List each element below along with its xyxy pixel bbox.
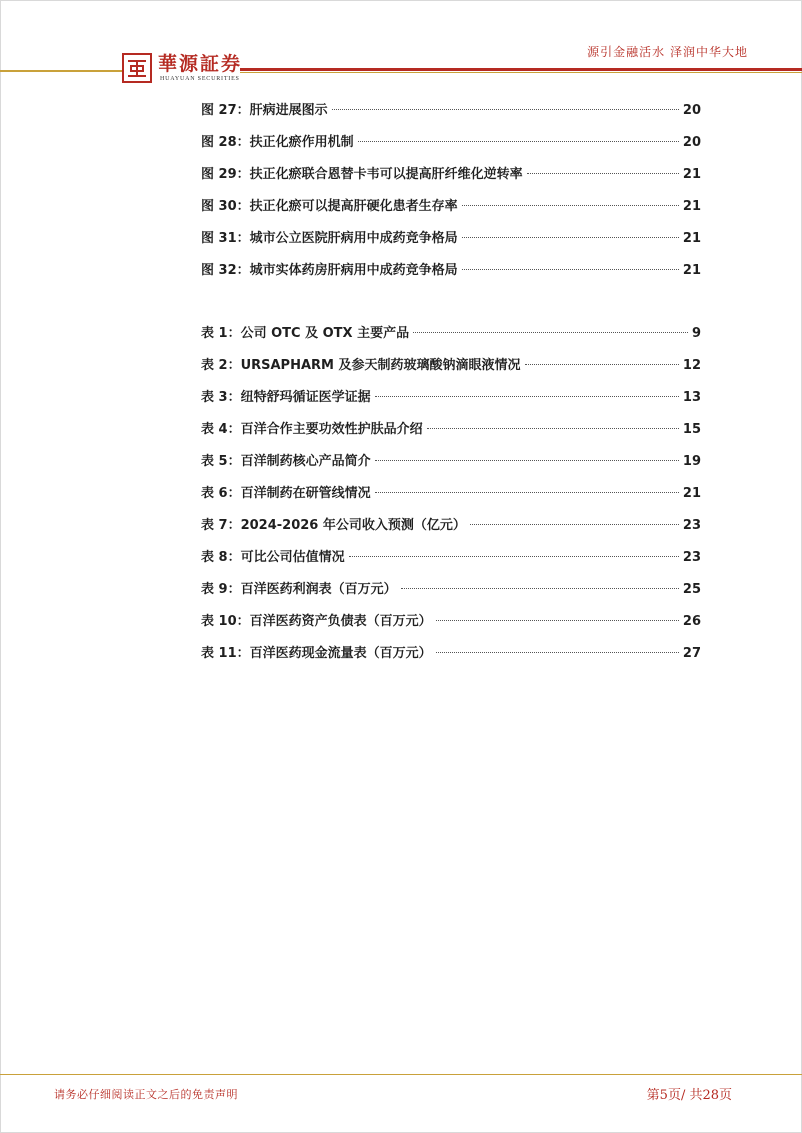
toc-entry-title: 表 4：百洋合作主要功效性护肤品介绍 [201,422,423,437]
toc-entry-page: 15 [682,422,701,437]
toc-entry-title: 表 6：百洋制药在研管线情况 [201,486,371,501]
toc-entry-title: 表 2：URSAPHARM 及参天制药玻璃酸钠滴眼液情况 [201,358,521,373]
toc-entry-page: 9 [691,326,701,341]
toc-entry[interactable] [201,164,701,196]
figure-index [201,100,701,292]
toc-entry[interactable] [201,643,701,675]
toc-entry-title: 图 31：城市公立医院肝病用中成药竞争格局 [201,231,458,246]
logo-chinese-name: 華源証券 [158,53,243,75]
toc-entry-title: 表 8：可比公司估值情况 [201,550,345,565]
toc-entry-title: 图 30：扶正化瘀可以提高肝硬化患者生存率 [201,199,458,214]
toc-entry[interactable] [201,483,701,515]
toc-entry[interactable] [201,196,701,228]
toc-entry-page: 27 [682,646,701,661]
toc-dot-leader [349,556,679,557]
toc-entry-page: 25 [682,582,701,597]
toc-entry-page: 23 [682,518,701,533]
toc-dot-leader [358,141,679,142]
toc-entry-title: 表 9：百洋医药利润表（百万元） [201,582,397,597]
toc-dot-leader [462,269,679,270]
toc-entry-title: 图 32：城市实体药房肝病用中成药竞争格局 [201,263,458,278]
logo-english-name: HUAYUAN SECURITIES [160,76,240,82]
toc-entry[interactable] [201,419,701,451]
toc-entry-title: 表 11：百洋医药现金流量表（百万元） [201,646,432,661]
toc-entry-title: 表 3：纽特舒玛循证医学证据 [201,390,371,405]
toc-entry-page: 21 [682,231,701,246]
toc-entry-page: 20 [682,135,701,150]
toc-entry-page: 19 [682,454,701,469]
footer-rule [0,1074,802,1075]
toc-dot-leader [332,109,679,110]
page-number: 第5页/ 共28页 [646,1088,732,1103]
header-rule-gold [0,70,122,72]
toc-entry[interactable] [201,100,701,132]
header-tagline: 源引金融活水 泽润中华大地 [587,45,748,59]
toc-entry[interactable] [201,355,701,387]
toc-entry-title: 表 7：2024-2026 年公司收入预测（亿元） [201,518,466,533]
toc-dot-leader [436,652,679,653]
toc-dot-leader [525,364,679,365]
toc-dot-leader [375,396,679,397]
toc-entry-page: 21 [682,199,701,214]
header-rule-red [240,68,802,71]
toc-entry-page: 23 [682,550,701,565]
toc-dot-leader [527,173,679,174]
logo-seal-icon [122,53,152,83]
table-index [201,323,701,675]
toc-dot-leader [413,332,688,333]
toc-entry-title: 表 10：百洋医药资产负债表（百万元） [201,614,432,629]
toc-entry[interactable] [201,260,701,292]
toc-entry-page: 20 [682,103,701,118]
company-logo [122,50,242,86]
toc-entry-title: 表 5：百洋制药核心产品简介 [201,454,371,469]
toc-dot-leader [436,620,679,621]
toc-dot-leader [401,588,679,589]
toc-dot-leader [375,460,679,461]
toc-entry[interactable] [201,451,701,483]
toc-entry[interactable] [201,323,701,355]
toc-dot-leader [462,237,679,238]
footer-disclaimer: 请务必仔细阅读正文之后的免责声明 [54,1088,238,1101]
toc-entry-page: 21 [682,263,701,278]
toc-entry-page: 21 [682,486,701,501]
toc-entry-title: 图 28：扶正化瘀作用机制 [201,135,354,150]
toc-dot-leader [427,428,679,429]
toc-entry-title: 图 27：肝病进展图示 [201,103,328,118]
toc-entry[interactable] [201,132,701,164]
toc-entry[interactable] [201,387,701,419]
toc-entry-page: 26 [682,614,701,629]
toc-entry-title: 表 1：公司 OTC 及 OTX 主要产品 [201,326,410,341]
toc-entry-page: 12 [682,358,701,373]
toc-entry[interactable] [201,547,701,579]
toc-dot-leader [470,524,679,525]
toc-entry-page: 13 [682,390,701,405]
toc-entry[interactable] [201,515,701,547]
toc-entry[interactable] [201,228,701,260]
header-rule-gold-thin [240,72,802,73]
toc-entry-page: 21 [682,167,701,182]
toc-dot-leader [375,492,679,493]
toc-entry[interactable] [201,579,701,611]
toc-dot-leader [462,205,679,206]
toc-entry[interactable] [201,611,701,643]
toc-entry-title: 图 29：扶正化瘀联合恩替卡韦可以提高肝纤维化逆转率 [201,167,523,182]
